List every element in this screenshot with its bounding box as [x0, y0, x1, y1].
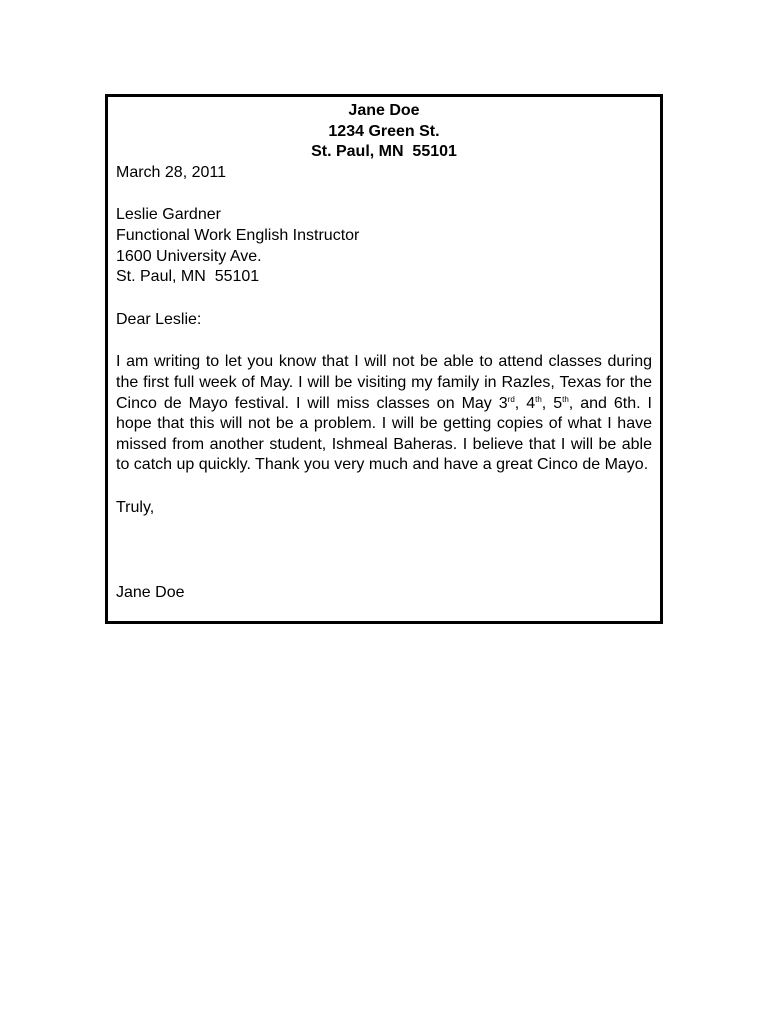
body-text-3: , 5: [541, 394, 563, 412]
recipient-street: 1600 University Ave.: [116, 247, 262, 265]
recipient-title: Functional Work English Instructor: [116, 226, 360, 244]
letter-frame: [105, 94, 663, 624]
spacer: [116, 476, 652, 498]
closing: Truly,: [116, 498, 155, 516]
spacer: [116, 330, 652, 352]
body-text-4: , and 6th. I hope that this will not be a problem. I will be getting copies of what I have missed from another student, Ishmeal Baheras. I believe that I will be able to catch up quickly. Thank you very much and have a great Cinco de Mayo.: [116, 394, 653, 474]
body-text-1: I am writing to let you know that I will not be able to attend classes during the first full week of May. I will be visiting my family in Razles, Texas for the Cinco de Mayo festival. I will miss classes on May 3: [116, 353, 652, 412]
signature-name: Jane Doe: [116, 583, 185, 601]
sender-city: St. Paul, MN 55101: [311, 143, 457, 161]
signature-space: [116, 519, 652, 583]
salutation: Dear Leslie:: [116, 310, 202, 328]
spacer: [116, 288, 652, 310]
body-text-2: , 4: [514, 394, 536, 412]
ordinal-suffix: rd: [507, 394, 515, 404]
letter-content: [116, 101, 652, 603]
sender-street: 1234 Green St.: [328, 122, 440, 140]
letter-body: [116, 352, 652, 476]
sender-name: Jane Doe: [348, 102, 420, 119]
recipient-name: Leslie Gardner: [116, 206, 221, 224]
recipient-city: St. Paul, MN 55101: [116, 268, 260, 286]
letter-date: March 28, 2011: [116, 163, 226, 181]
sender-block: [116, 101, 652, 163]
ordinal-suffix: th: [562, 394, 569, 404]
recipient-block: [116, 205, 652, 287]
ordinal-suffix: th: [535, 394, 542, 404]
spacer: [116, 183, 652, 205]
